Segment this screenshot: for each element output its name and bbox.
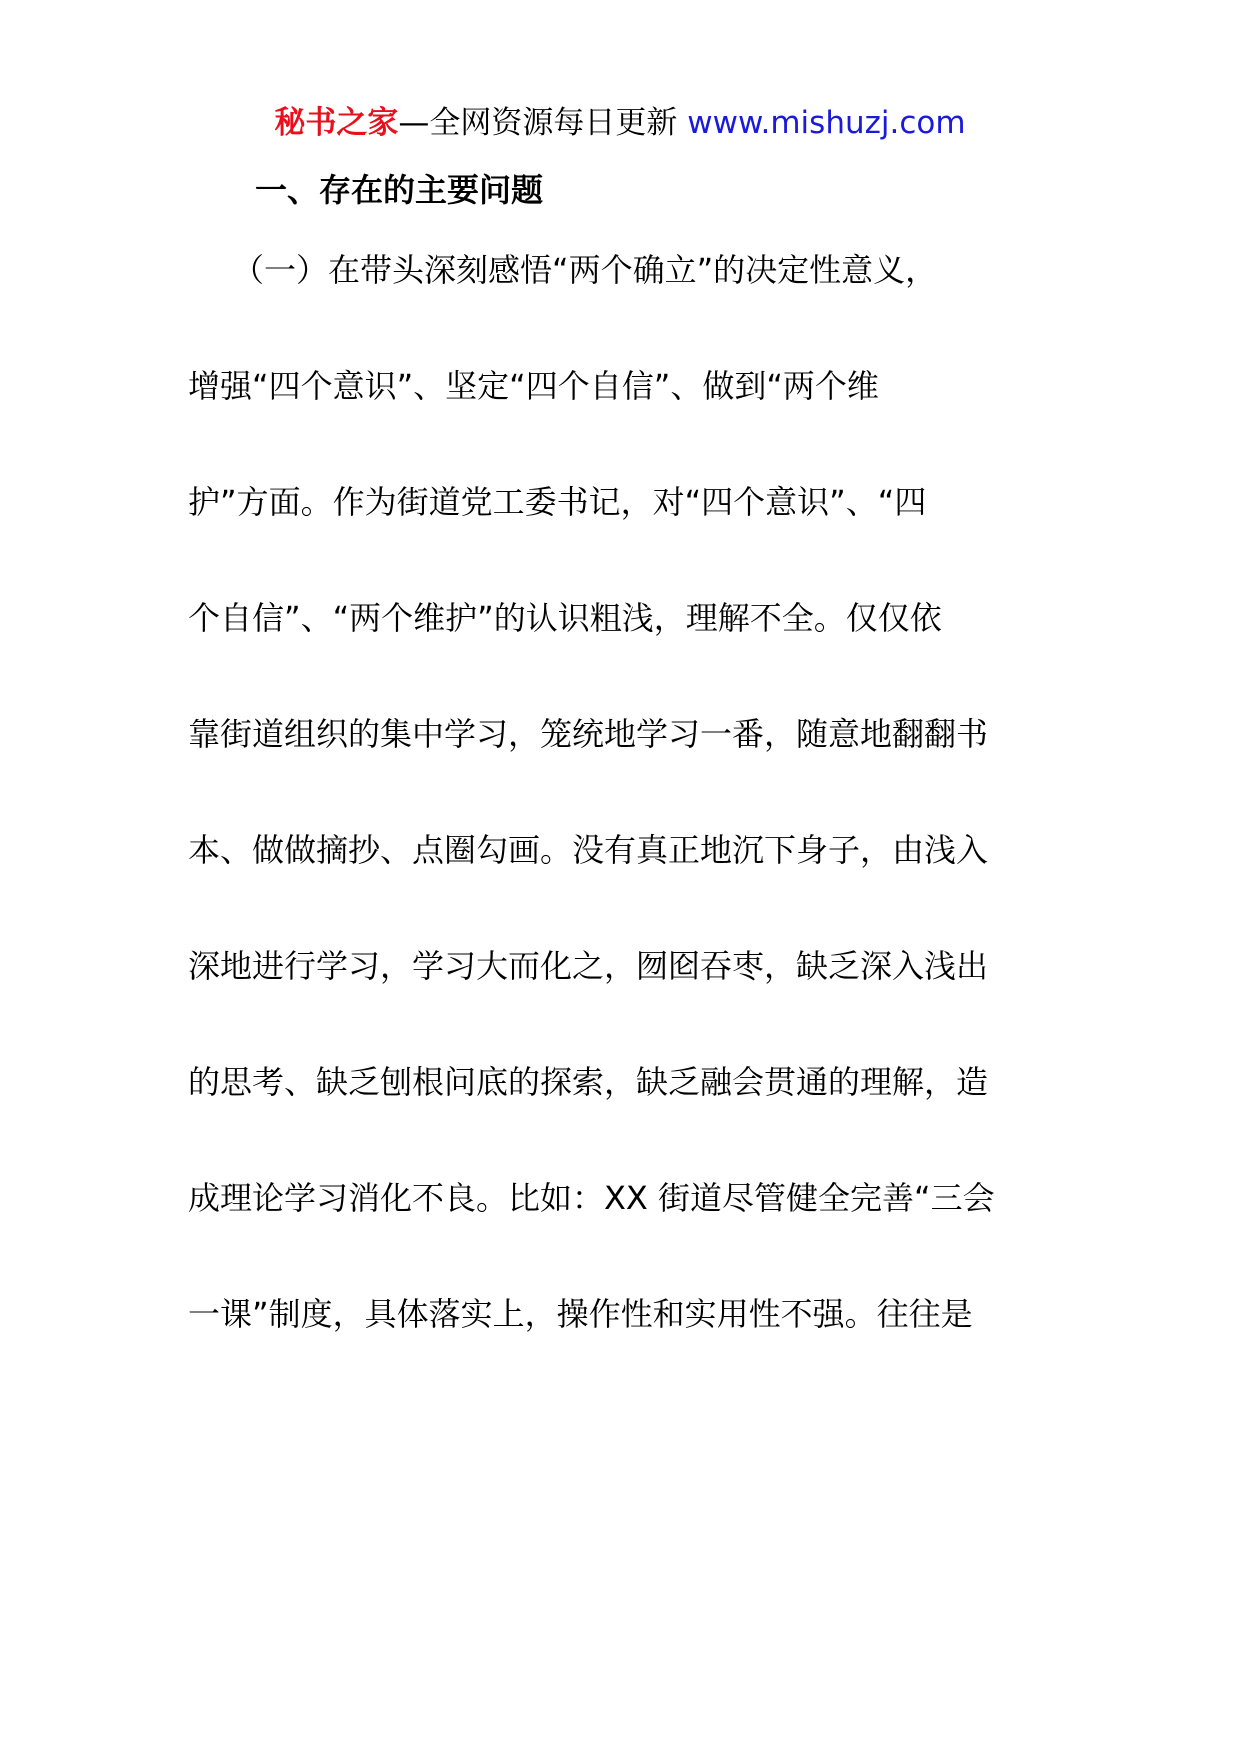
brand-name: 秘书之家: [274, 105, 399, 141]
paragraph-line: 增强“四个意识”、坚定“四个自信”、做到“两个维: [188, 367, 879, 405]
paragraph-line: 护”方面。作为街道党工委书记，对“四个意识”、“四: [188, 483, 927, 521]
paragraph-line: 的思考、缺乏刨根问底的探索，缺乏融会贯通的理解，造: [188, 1063, 989, 1101]
paragraph-line: （一）在带头深刻感悟“两个确立”的决定性意义，: [232, 251, 938, 289]
site-url-link[interactable]: www.mishuzj.com: [687, 105, 966, 141]
paragraph-line: 个自信”、“两个维护”的认识粗浅，理解不全。仅仅依: [188, 599, 942, 637]
paragraph-line: 成理论学习消化不良。比如：XX 街道尽管健全完善“三会: [188, 1179, 995, 1217]
header-slogan: —全网资源每日更新: [398, 105, 678, 141]
paragraph-line: 深地进行学习，学习大而化之，囫囵吞枣，缺乏深入浅出: [188, 947, 989, 985]
section-title: 一、存在的主要问题: [255, 171, 544, 209]
paragraph-line: 靠街道组织的集中学习，笼统地学习一番，随意地翻翻书: [188, 715, 989, 753]
paragraph-line: 本、做做摘抄、点圈勾画。没有真正地沉下身子，由浅入: [188, 831, 989, 869]
paragraph-line: 一课”制度，具体落实上，操作性和实用性不强。往往是: [188, 1295, 973, 1333]
site-header: [0, 101, 1240, 145]
